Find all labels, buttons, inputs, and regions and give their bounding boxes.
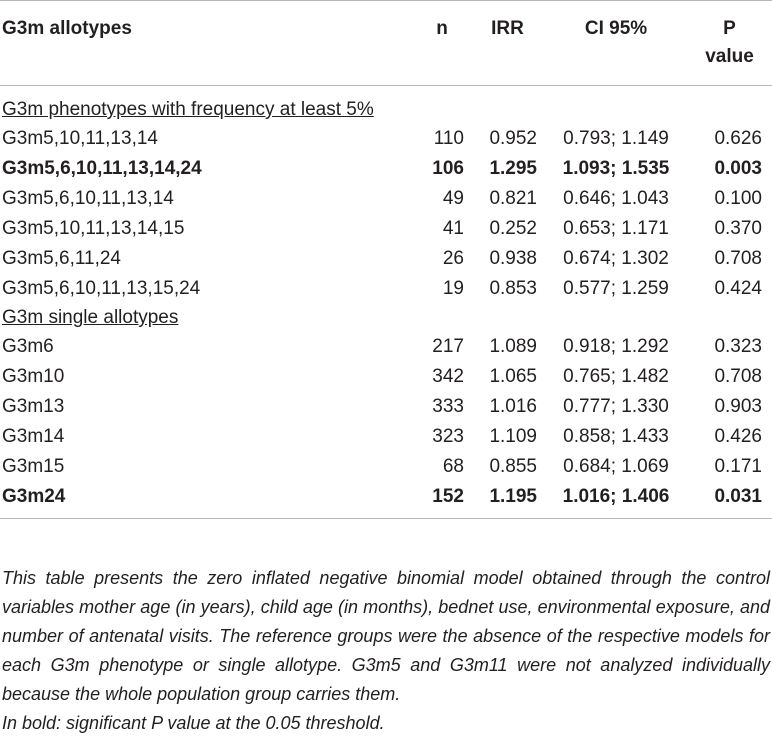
header-p-value bbox=[687, 1, 772, 86]
section-title: G3m single allotypes bbox=[2, 307, 179, 328]
cell-irr: 0.952 bbox=[489, 128, 537, 149]
cell-p-value: 0.100 bbox=[714, 188, 762, 209]
cell-ci: 0.777; 1.330 bbox=[563, 396, 669, 417]
cell-allotype: G3m5,6,10,11,13,14,24 bbox=[2, 158, 202, 179]
header-row bbox=[0, 1, 772, 86]
header-p-line2: value bbox=[705, 46, 754, 67]
table-row bbox=[0, 422, 772, 452]
cell-p-value: 0.626 bbox=[714, 128, 762, 149]
cell-n: 41 bbox=[442, 218, 464, 239]
cell-irr: 1.295 bbox=[489, 158, 537, 179]
cell-irr: 0.252 bbox=[489, 218, 537, 239]
footnote-paragraph-1: This table presents the zero inflated negative binomial model obtained through the control variables mother age (in years), child age (in months), bednet use, environmental exposure, and number of antenatal visits. The reference groups were the absence of the respective models for each G3m phenotype or single allotype. G3m5 and G3m11 were not analyzed individually because the whole population group carries them. bbox=[2, 568, 770, 704]
cell-p-value: 0.003 bbox=[714, 158, 762, 179]
cell-allotype: G3m5,6,11,24 bbox=[2, 248, 122, 269]
cell-n: 323 bbox=[432, 426, 464, 447]
cell-irr: 1.089 bbox=[489, 336, 537, 357]
cell-allotype: G3m5,6,10,11,13,14 bbox=[2, 188, 174, 209]
cell-n: 19 bbox=[442, 278, 464, 299]
cell-irr: 0.853 bbox=[489, 278, 537, 299]
cell-ci: 0.793; 1.149 bbox=[563, 128, 669, 149]
table-row bbox=[0, 452, 772, 482]
cell-p-value: 0.708 bbox=[714, 248, 762, 269]
section-row bbox=[0, 304, 772, 332]
header-ci: CI 95% bbox=[545, 1, 687, 86]
table-row bbox=[0, 214, 772, 244]
table-body bbox=[0, 86, 772, 519]
cell-allotype: G3m6 bbox=[2, 336, 54, 357]
table-footnote bbox=[2, 564, 770, 738]
cell-irr: 1.195 bbox=[470, 482, 545, 519]
cell-irr: 0.855 bbox=[489, 456, 537, 477]
table-row bbox=[0, 482, 772, 519]
cell-ci: 0.674; 1.302 bbox=[563, 248, 669, 269]
cell-irr: 1.065 bbox=[489, 366, 537, 387]
cell-p-value: 0.426 bbox=[714, 426, 762, 447]
footnote-paragraph-2: In bold: significant P value at the 0.05 threshold. bbox=[2, 713, 385, 733]
cell-p-value: 0.370 bbox=[714, 218, 762, 239]
cell-n: 26 bbox=[442, 248, 464, 269]
cell-allotype: G3m5,6,10,11,13,15,24 bbox=[2, 278, 201, 299]
table-row bbox=[0, 392, 772, 422]
header-n: n bbox=[408, 1, 470, 86]
table-row bbox=[0, 362, 772, 392]
cell-n: 106 bbox=[432, 158, 464, 179]
cell-irr: 1.016 bbox=[489, 396, 537, 417]
cell-n: 68 bbox=[442, 456, 464, 477]
cell-p-value: 0.708 bbox=[714, 366, 762, 387]
cell-allotype: G3m15 bbox=[2, 456, 65, 477]
cell-irr: 0.938 bbox=[489, 248, 537, 269]
header-allotypes: G3m allotypes bbox=[0, 1, 408, 86]
table-row bbox=[0, 154, 772, 184]
cell-ci: 0.577; 1.259 bbox=[563, 278, 669, 299]
cell-allotype: G3m14 bbox=[2, 426, 65, 447]
table-header bbox=[0, 1, 772, 86]
cell-p-value: 0.171 bbox=[714, 456, 762, 477]
section-row bbox=[0, 86, 772, 125]
cell-p-value: 0.031 bbox=[687, 482, 772, 519]
cell-ci: 0.765; 1.482 bbox=[563, 366, 669, 387]
table-row bbox=[0, 274, 772, 304]
cell-p-value: 0.903 bbox=[714, 396, 762, 417]
cell-p-value: 0.424 bbox=[714, 278, 762, 299]
cell-allotype: G3m10 bbox=[2, 366, 65, 387]
cell-ci: 0.646; 1.043 bbox=[563, 188, 669, 209]
cell-ci: 0.918; 1.292 bbox=[563, 336, 669, 357]
header-irr: IRR bbox=[470, 1, 545, 86]
header-p-line1: P bbox=[723, 18, 736, 39]
cell-p-value: 0.323 bbox=[714, 336, 762, 357]
section-title: G3m phenotypes with frequency at least 5% bbox=[2, 99, 374, 120]
cell-n: 333 bbox=[432, 396, 464, 417]
table-row bbox=[0, 184, 772, 214]
cell-n: 152 bbox=[408, 482, 470, 519]
cell-ci: 0.684; 1.069 bbox=[563, 456, 669, 477]
table-row bbox=[0, 244, 772, 274]
cell-n: 342 bbox=[432, 366, 464, 387]
cell-irr: 0.821 bbox=[489, 188, 537, 209]
cell-allotype: G3m13 bbox=[2, 396, 65, 417]
cell-irr: 1.109 bbox=[489, 426, 537, 447]
table-row bbox=[0, 332, 772, 362]
cell-n: 217 bbox=[432, 336, 464, 357]
cell-ci: 1.016; 1.406 bbox=[545, 482, 687, 519]
cell-n: 49 bbox=[442, 188, 464, 209]
table-row bbox=[0, 124, 772, 154]
cell-ci: 0.653; 1.171 bbox=[563, 218, 669, 239]
cell-ci: 0.858; 1.433 bbox=[563, 426, 669, 447]
cell-n: 110 bbox=[433, 128, 464, 149]
cell-allotype: G3m24 bbox=[0, 482, 408, 519]
cell-allotype: G3m5,10,11,13,14 bbox=[2, 128, 158, 149]
cell-allotype: G3m5,10,11,13,14,15 bbox=[2, 218, 185, 239]
cell-ci: 1.093; 1.535 bbox=[562, 158, 670, 179]
